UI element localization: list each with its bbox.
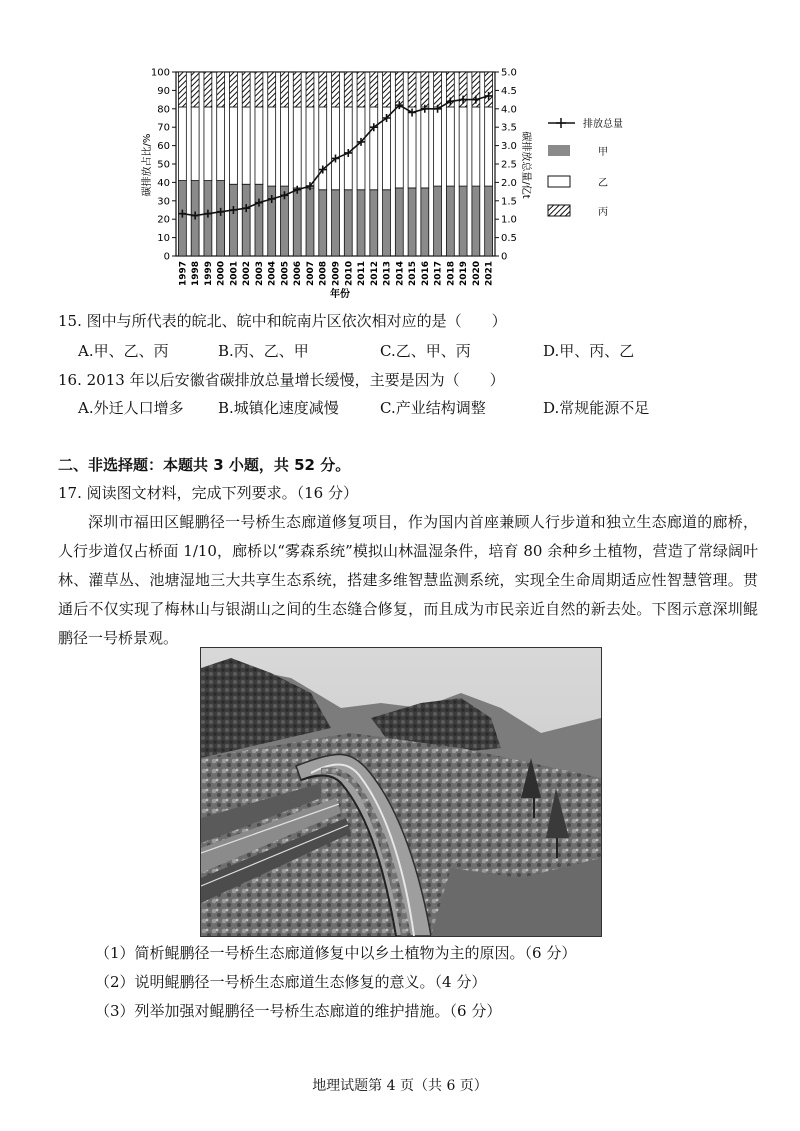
bar-bing [383,72,391,107]
bar-jia [178,181,186,256]
bar-jia [421,188,429,256]
q17-stem: 17. 阅读图文材料，完成下列要求。（16 分） [58,484,358,502]
bar-bing [408,72,416,107]
right-tick-label: 4.5 [501,85,517,97]
x-tick-label: 2000 [216,260,227,286]
bar-yi [459,107,467,186]
legend-label-yi: 乙 [598,178,608,189]
bar-yi [319,107,327,190]
bar-bing [281,72,289,107]
q15-option-b[interactable]: B.丙、乙、甲 [218,342,309,360]
x-tick-label: 2016 [420,260,431,286]
left-tick-label: 0 [163,251,170,263]
left-tick-label: 40 [157,177,170,189]
q17-material: 深圳市福田区鲲鹏径一号桥生态廊道修复项目，作为国内首座兼顾人行步道和独立生态廊道的廊桥，人行步道仅占桥面 1/10，廊桥以“雾森系统”模拟山林温湿条件，培育 80 余种乡土植物，营造了常绿阔叶林、灌草丛、池塘湿地三大共享生态系统，搭建多维智慧监测系统，实现全生命周期适应性智慧管理。贯通后不仅实现了梅林山与银湖山之间的生态缝合修复，而且成为市民亲近自然的新去处。下图示意深圳鲲鹏径一号桥景观。 [58,513,758,647]
x-tick-label: 2004 [267,260,278,286]
bar-yi [472,107,480,186]
bar-jia [459,186,467,256]
bar-bing [191,72,199,107]
bar-jia [485,186,493,256]
legend-label-jia: 甲 [598,147,608,158]
bar-bing [357,72,365,107]
left-axis-label: 碳排放占比/% [142,133,153,197]
x-tick-label: 1998 [191,260,202,286]
left-tick-label: 20 [157,214,170,226]
right-tick-label: 1.0 [501,214,517,226]
q15-stem: 15. 图中与所代表的皖北、皖中和皖南片区依次相对应的是（ ） [58,312,507,330]
bar-bing [370,72,378,107]
bar-bing [178,72,186,107]
left-tick-label: 90 [157,85,170,97]
right-tick-label: 3.0 [501,141,517,153]
legend-label-bing: 丙 [598,207,608,218]
legend-label-total: 排放总量 [583,119,623,130]
bar-jia [319,190,327,256]
right-tick-label: 0 [501,251,508,263]
bar-yi [306,107,314,188]
q17-sub2: （2）说明鲲鹏径一号桥生态廊道生态修复的意义。（4 分） [95,973,487,991]
left-tick-label: 50 [157,159,170,171]
bar-jia [217,181,225,256]
x-tick-label: 2020 [471,260,482,286]
bar-bing [485,72,493,107]
bar-bing [242,72,250,107]
bar-bing [268,72,276,107]
bar-yi [191,107,199,181]
q16-option-c[interactable]: C.产业结构调整 [380,399,486,417]
bar-yi [204,107,212,181]
bridge-landscape-illustration [201,648,601,936]
x-tick-label: 2011 [357,260,368,286]
bar-yi [268,107,276,186]
bar-bing [319,72,327,107]
bar-jia [408,188,416,256]
carbon-emission-chart [0,0,800,310]
bridge-landscape-photo [200,647,602,937]
bar-yi [357,107,365,190]
x-tick-label: 2008 [318,260,329,286]
bar-yi [446,107,454,186]
x-axis-label: 年份 [330,289,350,300]
bar-bing [306,72,314,107]
q15-option-c[interactable]: C.乙、甲、丙 [380,342,471,360]
legend-cross-marker [556,118,566,128]
bar-jia [344,190,352,256]
bar-jia [204,181,212,256]
chart-legend [548,117,623,218]
x-tick-label: 2019 [459,260,470,286]
right-tick-label: 2.5 [501,159,517,171]
x-tick-label: 2012 [369,260,380,286]
bar-bing [344,72,352,107]
bar-bing [293,72,301,107]
bar-yi [293,107,301,188]
bar-jia [229,184,237,256]
x-tick-label: 1997 [178,260,189,286]
bar-yi [421,107,429,188]
bar-jia [357,190,365,256]
bar-jia [370,190,378,256]
left-tick-label: 30 [157,196,170,208]
x-tick-label: 2009 [331,260,342,286]
bar-yi [485,107,493,186]
page-footer: 地理试题第 4 页（共 6 页） [312,1078,488,1094]
bar-jia [332,190,340,256]
bar-jia [395,188,403,256]
q17-sub1: （1）简析鲲鹏径一号桥生态廊道修复中以乡土植物为主的原因。（6 分） [95,944,577,962]
bar-bing [229,72,237,107]
section-2-heading: 二、非选择题：本题共 3 小题，共 52 分。 [58,456,351,474]
bar-yi [370,107,378,190]
x-tick-label: 2018 [446,260,457,286]
left-tick-label: 100 [150,67,170,79]
bar-yi [255,107,263,184]
x-tick-label: 2015 [408,260,419,286]
bar-yi [332,107,340,190]
bar-yi [344,107,352,190]
right-tick-label: 0.5 [501,233,517,245]
x-tick-label: 2006 [293,260,304,286]
x-tick-label: 2013 [382,260,393,286]
legend-swatch-jia [548,145,570,156]
right-tick-label: 5.0 [501,67,517,79]
right-tick-label: 1.5 [501,196,517,208]
q16-stem: 16. 2013 年以后安徽省碳排放总量增长缓慢，主要是因为（ ） [58,371,505,389]
bar-jia [434,186,442,256]
legend-swatch-yi [548,176,570,187]
bar-jia [446,186,454,256]
bar-bing [204,72,212,107]
x-tick-label: 2005 [280,260,291,286]
bar-yi [281,107,289,186]
q15-option-d[interactable]: D.甲、丙、乙 [543,342,635,360]
x-tick-label: 2010 [344,260,355,286]
bar-bing [421,72,429,107]
q16-option-b[interactable]: B.城镇化速度减慢 [218,399,339,417]
bar-jia [293,188,301,256]
left-tick-label: 10 [157,233,170,245]
bar-jia [472,186,480,256]
left-tick-label: 80 [157,104,170,116]
right-tick-label: 2.0 [501,177,517,189]
x-tick-label: 2017 [433,260,444,286]
q17-sub3: （3）列举加强对鲲鹏径一号桥生态廊道的维护措施。（6 分） [95,1002,502,1020]
bar-bing [255,72,263,107]
bar-yi [217,107,225,181]
bar-bing [332,72,340,107]
bar-yi [434,107,442,186]
bar-yi [178,107,186,181]
x-tick-label: 2003 [254,260,265,286]
q16-option-d[interactable]: D.常规能源不足 [543,399,650,417]
x-tick-label: 2002 [242,260,253,286]
right-axis-label: 碳排放总量/亿t [520,131,531,199]
bar-yi [395,107,403,188]
q16-option-a[interactable]: A.外迁人口增多 [78,399,184,417]
right-tick-label: 4.0 [501,104,517,116]
q15-option-a[interactable]: A.甲、乙、丙 [78,342,169,360]
bar-jia [242,184,250,256]
bar-bing [217,72,225,107]
x-tick-label: 2021 [484,260,495,286]
bar-jia [306,188,314,256]
x-tick-label: 2007 [305,260,316,286]
bar-yi [408,107,416,188]
x-tick-label: 2014 [395,260,406,286]
right-tick-label: 3.5 [501,122,517,134]
bar-jia [255,184,263,256]
legend-swatch-bing [548,205,570,216]
bar-yi [229,107,237,184]
x-tick-label: 1999 [203,260,214,286]
bar-yi [242,107,250,184]
x-tick-label: 2001 [229,260,240,286]
left-tick-label: 60 [157,141,170,153]
left-tick-label: 70 [157,122,170,134]
bar-bing [434,72,442,107]
bar-jia [383,190,391,256]
